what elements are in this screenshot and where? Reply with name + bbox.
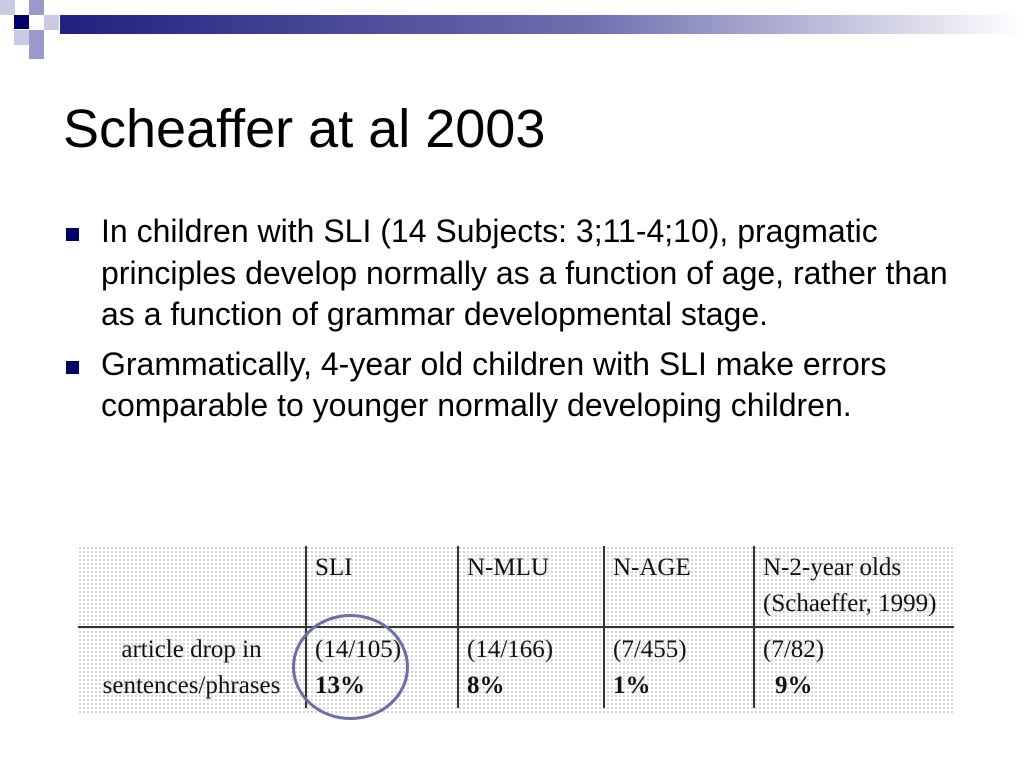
highlight-circle xyxy=(292,614,409,720)
column-header-n-2-year-olds xyxy=(754,546,954,627)
bullet-item xyxy=(66,344,966,427)
column-header-line: N-2-year olds xyxy=(763,554,902,581)
cell-percent: 13% xyxy=(315,672,365,699)
row-header-article-drop: article drop in sentences/phrases xyxy=(78,627,306,708)
column-header-citation: (Schaeffer, 1999) xyxy=(763,590,937,617)
header-gradient-band xyxy=(60,15,1024,34)
bullet-text: Grammatically, 4-year old children with SLI make errors comparable to younger normally developing children. xyxy=(101,345,887,423)
cell-count: (14/166) xyxy=(467,636,554,663)
column-header-n-age: N-AGE xyxy=(604,546,754,627)
cell-count: (7/455) xyxy=(613,636,687,663)
table-cell-n-2-year-olds xyxy=(754,627,954,708)
results-table xyxy=(78,546,954,708)
bullet-text: In children with SLI (14 Subjects: 3;11-4;10), pragmatic principles develop normally as a function of age, rather than as a function of grammar developmental stage. xyxy=(101,213,948,332)
column-header-n-mlu: N-MLU xyxy=(458,546,604,627)
cell-count: (7/82) xyxy=(763,636,825,663)
bullet-list xyxy=(66,211,966,435)
cell-percent: 1% xyxy=(613,672,651,699)
table-row xyxy=(78,627,954,708)
cell-percent: 9% xyxy=(775,672,813,699)
table-cell-n-age xyxy=(604,627,754,708)
table-cell-n-mlu xyxy=(458,627,604,708)
cell-percent: 8% xyxy=(467,672,505,699)
deco-square-light xyxy=(29,0,44,15)
square-bullet-icon xyxy=(66,361,79,374)
square-bullet-icon xyxy=(66,228,79,241)
table-header-row xyxy=(78,546,954,627)
header-decoration xyxy=(0,0,1024,60)
deco-square-navy xyxy=(14,15,29,29)
deco-square-light xyxy=(0,0,15,15)
deco-square-light xyxy=(29,45,44,59)
column-header-sli: SLI xyxy=(306,546,458,627)
deco-square-light xyxy=(44,15,59,30)
results-table-image xyxy=(78,546,954,713)
cell-count: (14/105) xyxy=(315,636,402,663)
deco-square-light xyxy=(14,30,29,45)
bullet-item xyxy=(66,211,966,336)
table-corner-cell xyxy=(78,546,306,627)
slide-title: Scheaffer at al 2003 xyxy=(63,99,546,159)
deco-square-light xyxy=(29,30,44,45)
